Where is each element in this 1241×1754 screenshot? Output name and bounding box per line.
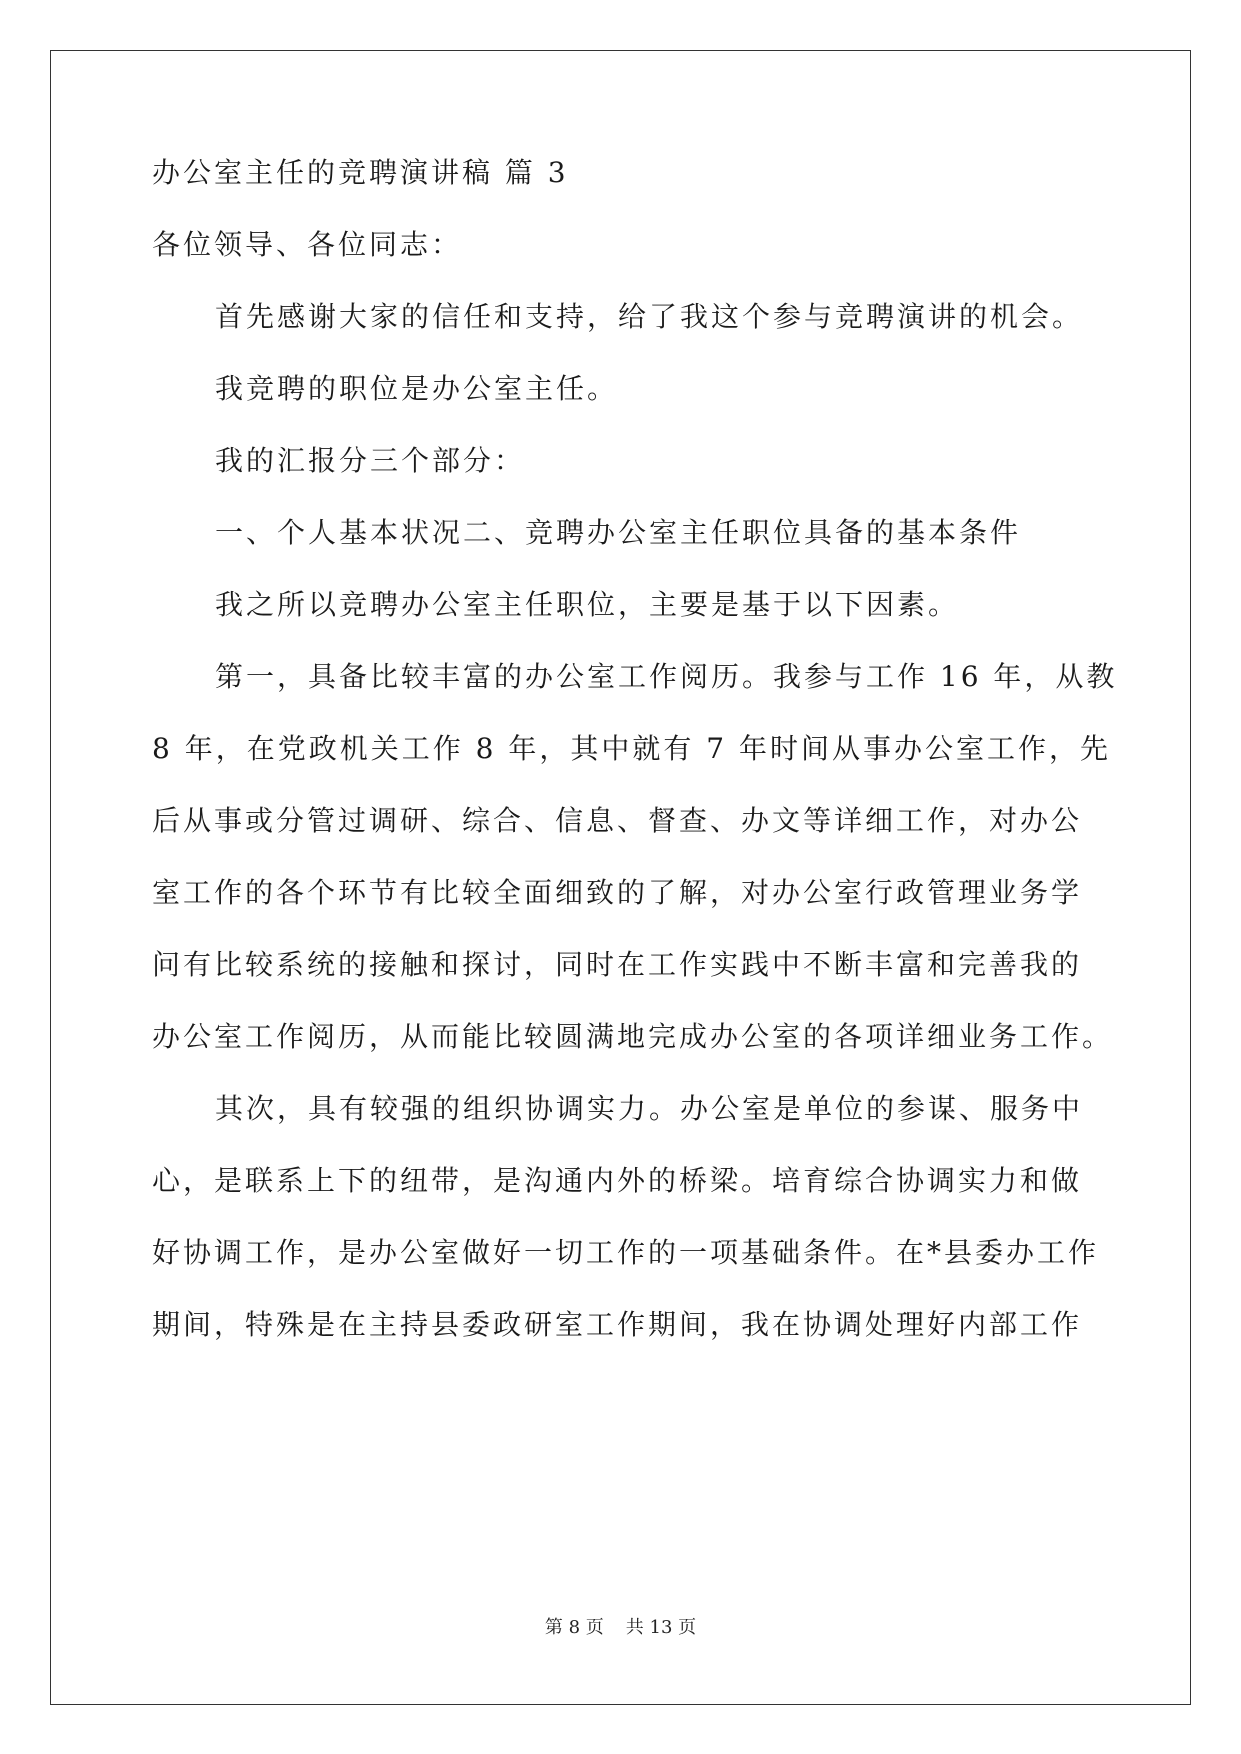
paragraph-line: 办公室工作阅历，从而能比较圆满地完成办公室的各项详细业务工作。: [152, 1020, 1114, 1053]
paragraph-line: 好协调工作，是办公室做好一切工作的一项基础条件。在*县委办工作: [152, 1236, 1100, 1269]
page-number: 第 8 页: [544, 1617, 604, 1638]
paragraph-line: 首先感谢大家的信任和支持，给了我这个参与竞聘演讲的机会。: [215, 300, 1084, 333]
paragraph-line: 期间，特殊是在主持县委政研室工作期间，我在协调处理好内部工作: [152, 1308, 1083, 1341]
paragraph-line: 室工作的各个环节有比较全面细致的了解，对办公室行政管理业务学: [152, 876, 1083, 909]
paragraph-line: 心，是联系上下的纽带，是沟通内外的桥梁。培育综合协调实力和做: [152, 1164, 1083, 1197]
paragraph-line: 我的汇报分三个部分：: [215, 444, 526, 477]
salutation: 各位领导、各位同志：: [152, 228, 463, 261]
paragraph-line: 一、个人基本状况二、竞聘办公室主任职位具备的基本条件: [215, 516, 1022, 549]
paragraph-line: 我竞聘的职位是办公室主任。: [215, 372, 619, 405]
paragraph-line: 后从事或分管过调研、综合、信息、督查、办文等详细工作，对办公: [152, 804, 1083, 837]
paragraph-line: 其次，具有较强的组织协调实力。办公室是单位的参谋、服务中: [215, 1092, 1084, 1125]
page-footer: [0, 1616, 1241, 1640]
paragraph-line: 第一，具备比较丰富的办公室工作阅历。我参与工作 16 年，从教: [215, 660, 1118, 693]
paragraph-line: 问有比较系统的接触和探讨，同时在工作实践中不断丰富和完善我的: [152, 948, 1083, 981]
paragraph-line: 我之所以竞聘办公室主任职位，主要是基于以下因素。: [215, 588, 960, 621]
document-title: 办公室主任的竞聘演讲稿 篇 3: [152, 156, 569, 189]
paragraph-line: 8 年，在党政机关工作 8 年，其中就有 7 年时间从事办公室工作，先: [152, 732, 1111, 765]
page-total: 共 13 页: [625, 1617, 697, 1638]
